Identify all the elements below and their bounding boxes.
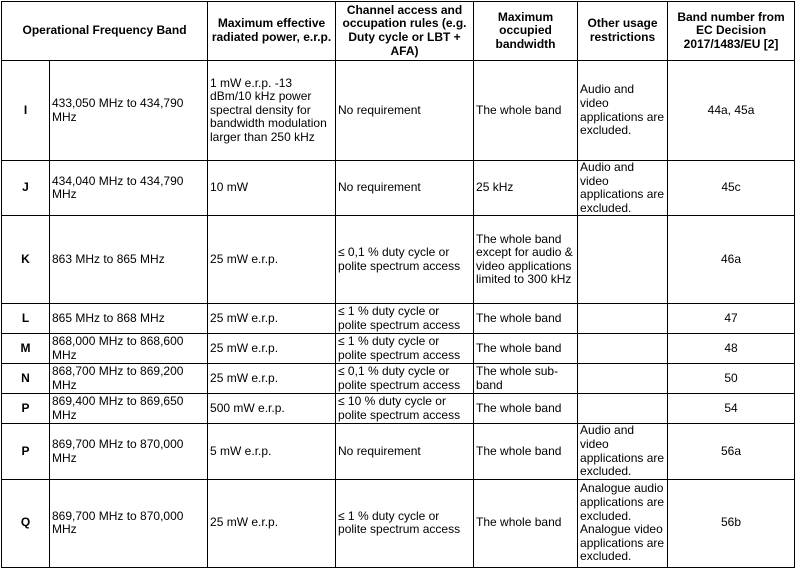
band-access: ≤ 1 % duty cycle or polite spectrum access (336, 304, 474, 334)
header-row (2, 2, 795, 61)
band-number: 54 (668, 394, 795, 424)
band-number: 44a, 45a (668, 61, 795, 161)
band-power: 500 mW e.r.p. (208, 394, 336, 424)
band-id: M (2, 334, 50, 364)
band-restrictions (578, 216, 668, 304)
band-access: ≤ 0,1 % duty cycle or polite spectrum access (336, 216, 474, 304)
band-bandwidth: The whole band (474, 479, 578, 567)
band-number: 46a (668, 216, 795, 304)
band-access: No requirement (336, 424, 474, 479)
band-power: 1 mW e.r.p. -13 dBm/10 kHz power spectral density for bandwidth modulation larger than 250 kHz (208, 61, 336, 161)
band-id: K (2, 216, 50, 304)
band-bandwidth: The whole band (474, 304, 578, 334)
band-access: ≤ 0,1 % duty cycle or polite spectrum access (336, 364, 474, 394)
band-number: 56a (668, 424, 795, 479)
band-number: 50 (668, 364, 795, 394)
table-row (2, 161, 795, 216)
header-band-number: Band number from EC Decision 2017/1483/EU [2] (668, 2, 795, 61)
header-max-bandwidth: Maximum occupied bandwidth (474, 2, 578, 61)
band-range: 865 MHz to 868 MHz (50, 304, 208, 334)
band-number: 56b (668, 479, 795, 567)
header-max-erp: Maximum effective radiated power, e.r.p. (208, 2, 336, 61)
band-bandwidth: The whole band except for audio & video applications limited to 300 kHz (474, 216, 578, 304)
band-number: 47 (668, 304, 795, 334)
band-power: 25 mW e.r.p. (208, 364, 336, 394)
band-id: Q (2, 479, 50, 567)
band-range: 868,700 MHz to 869,200 MHz (50, 364, 208, 394)
band-power: 25 mW e.r.p. (208, 304, 336, 334)
table-row (2, 364, 795, 394)
band-power: 25 mW e.r.p. (208, 216, 336, 304)
band-access: ≤ 10 % duty cycle or polite spectrum access (336, 394, 474, 424)
band-id: P (2, 424, 50, 479)
band-bandwidth: The whole band (474, 334, 578, 364)
band-restrictions (578, 334, 668, 364)
band-power: 5 mW e.r.p. (208, 424, 336, 479)
band-range: 434,040 MHz to 434,790 MHz (50, 161, 208, 216)
band-restrictions (578, 394, 668, 424)
band-id: I (2, 61, 50, 161)
band-restrictions: Audio and video applications are excluded. (578, 424, 668, 479)
band-number: 48 (668, 334, 795, 364)
band-power: 10 mW (208, 161, 336, 216)
band-range: 869,400 MHz to 869,650 MHz (50, 394, 208, 424)
band-access: ≤ 1 % duty cycle or polite spectrum access (336, 334, 474, 364)
band-range: 869,700 MHz to 870,000 MHz (50, 424, 208, 479)
header-other-restrictions: Other usage restrictions (578, 2, 668, 61)
band-restrictions (578, 364, 668, 394)
band-bandwidth: The whole sub-band (474, 364, 578, 394)
band-bandwidth: The whole band (474, 394, 578, 424)
band-restrictions: Audio and video applications are excluded. (578, 61, 668, 161)
table-row (2, 479, 795, 567)
table-row (2, 394, 795, 424)
band-number: 45c (668, 161, 795, 216)
band-power: 25 mW e.r.p. (208, 334, 336, 364)
band-range: 868,000 MHz to 868,600 MHz (50, 334, 208, 364)
band-range: 433,050 MHz to 434,790 MHz (50, 61, 208, 161)
band-restrictions: Analogue audio applications are excluded. Analogue video applications are excluded. (578, 479, 668, 567)
band-id: N (2, 364, 50, 394)
band-power: 25 mW e.r.p. (208, 479, 336, 567)
band-bandwidth: The whole band (474, 61, 578, 161)
header-channel-access: Channel access and occupation rules (e.g. Duty cycle or LBT + AFA) (336, 2, 474, 61)
band-bandwidth: 25 kHz (474, 161, 578, 216)
band-id: P (2, 394, 50, 424)
band-bandwidth: The whole band (474, 424, 578, 479)
band-restrictions (578, 304, 668, 334)
band-range: 869,700 MHz to 870,000 MHz (50, 479, 208, 567)
band-access: No requirement (336, 61, 474, 161)
band-access: No requirement (336, 161, 474, 216)
band-range: 863 MHz to 865 MHz (50, 216, 208, 304)
table-row (2, 424, 795, 479)
band-id: J (2, 161, 50, 216)
band-id: L (2, 304, 50, 334)
table-row (2, 216, 795, 304)
band-access: ≤ 1 % duty cycle or polite spectrum access (336, 479, 474, 567)
band-restrictions: Audio and video applications are excluded. (578, 161, 668, 216)
table-row (2, 304, 795, 334)
table-row (2, 61, 795, 161)
table-row (2, 334, 795, 364)
header-operational-frequency-band: Operational Frequency Band (2, 2, 208, 61)
frequency-band-table (1, 1, 795, 568)
